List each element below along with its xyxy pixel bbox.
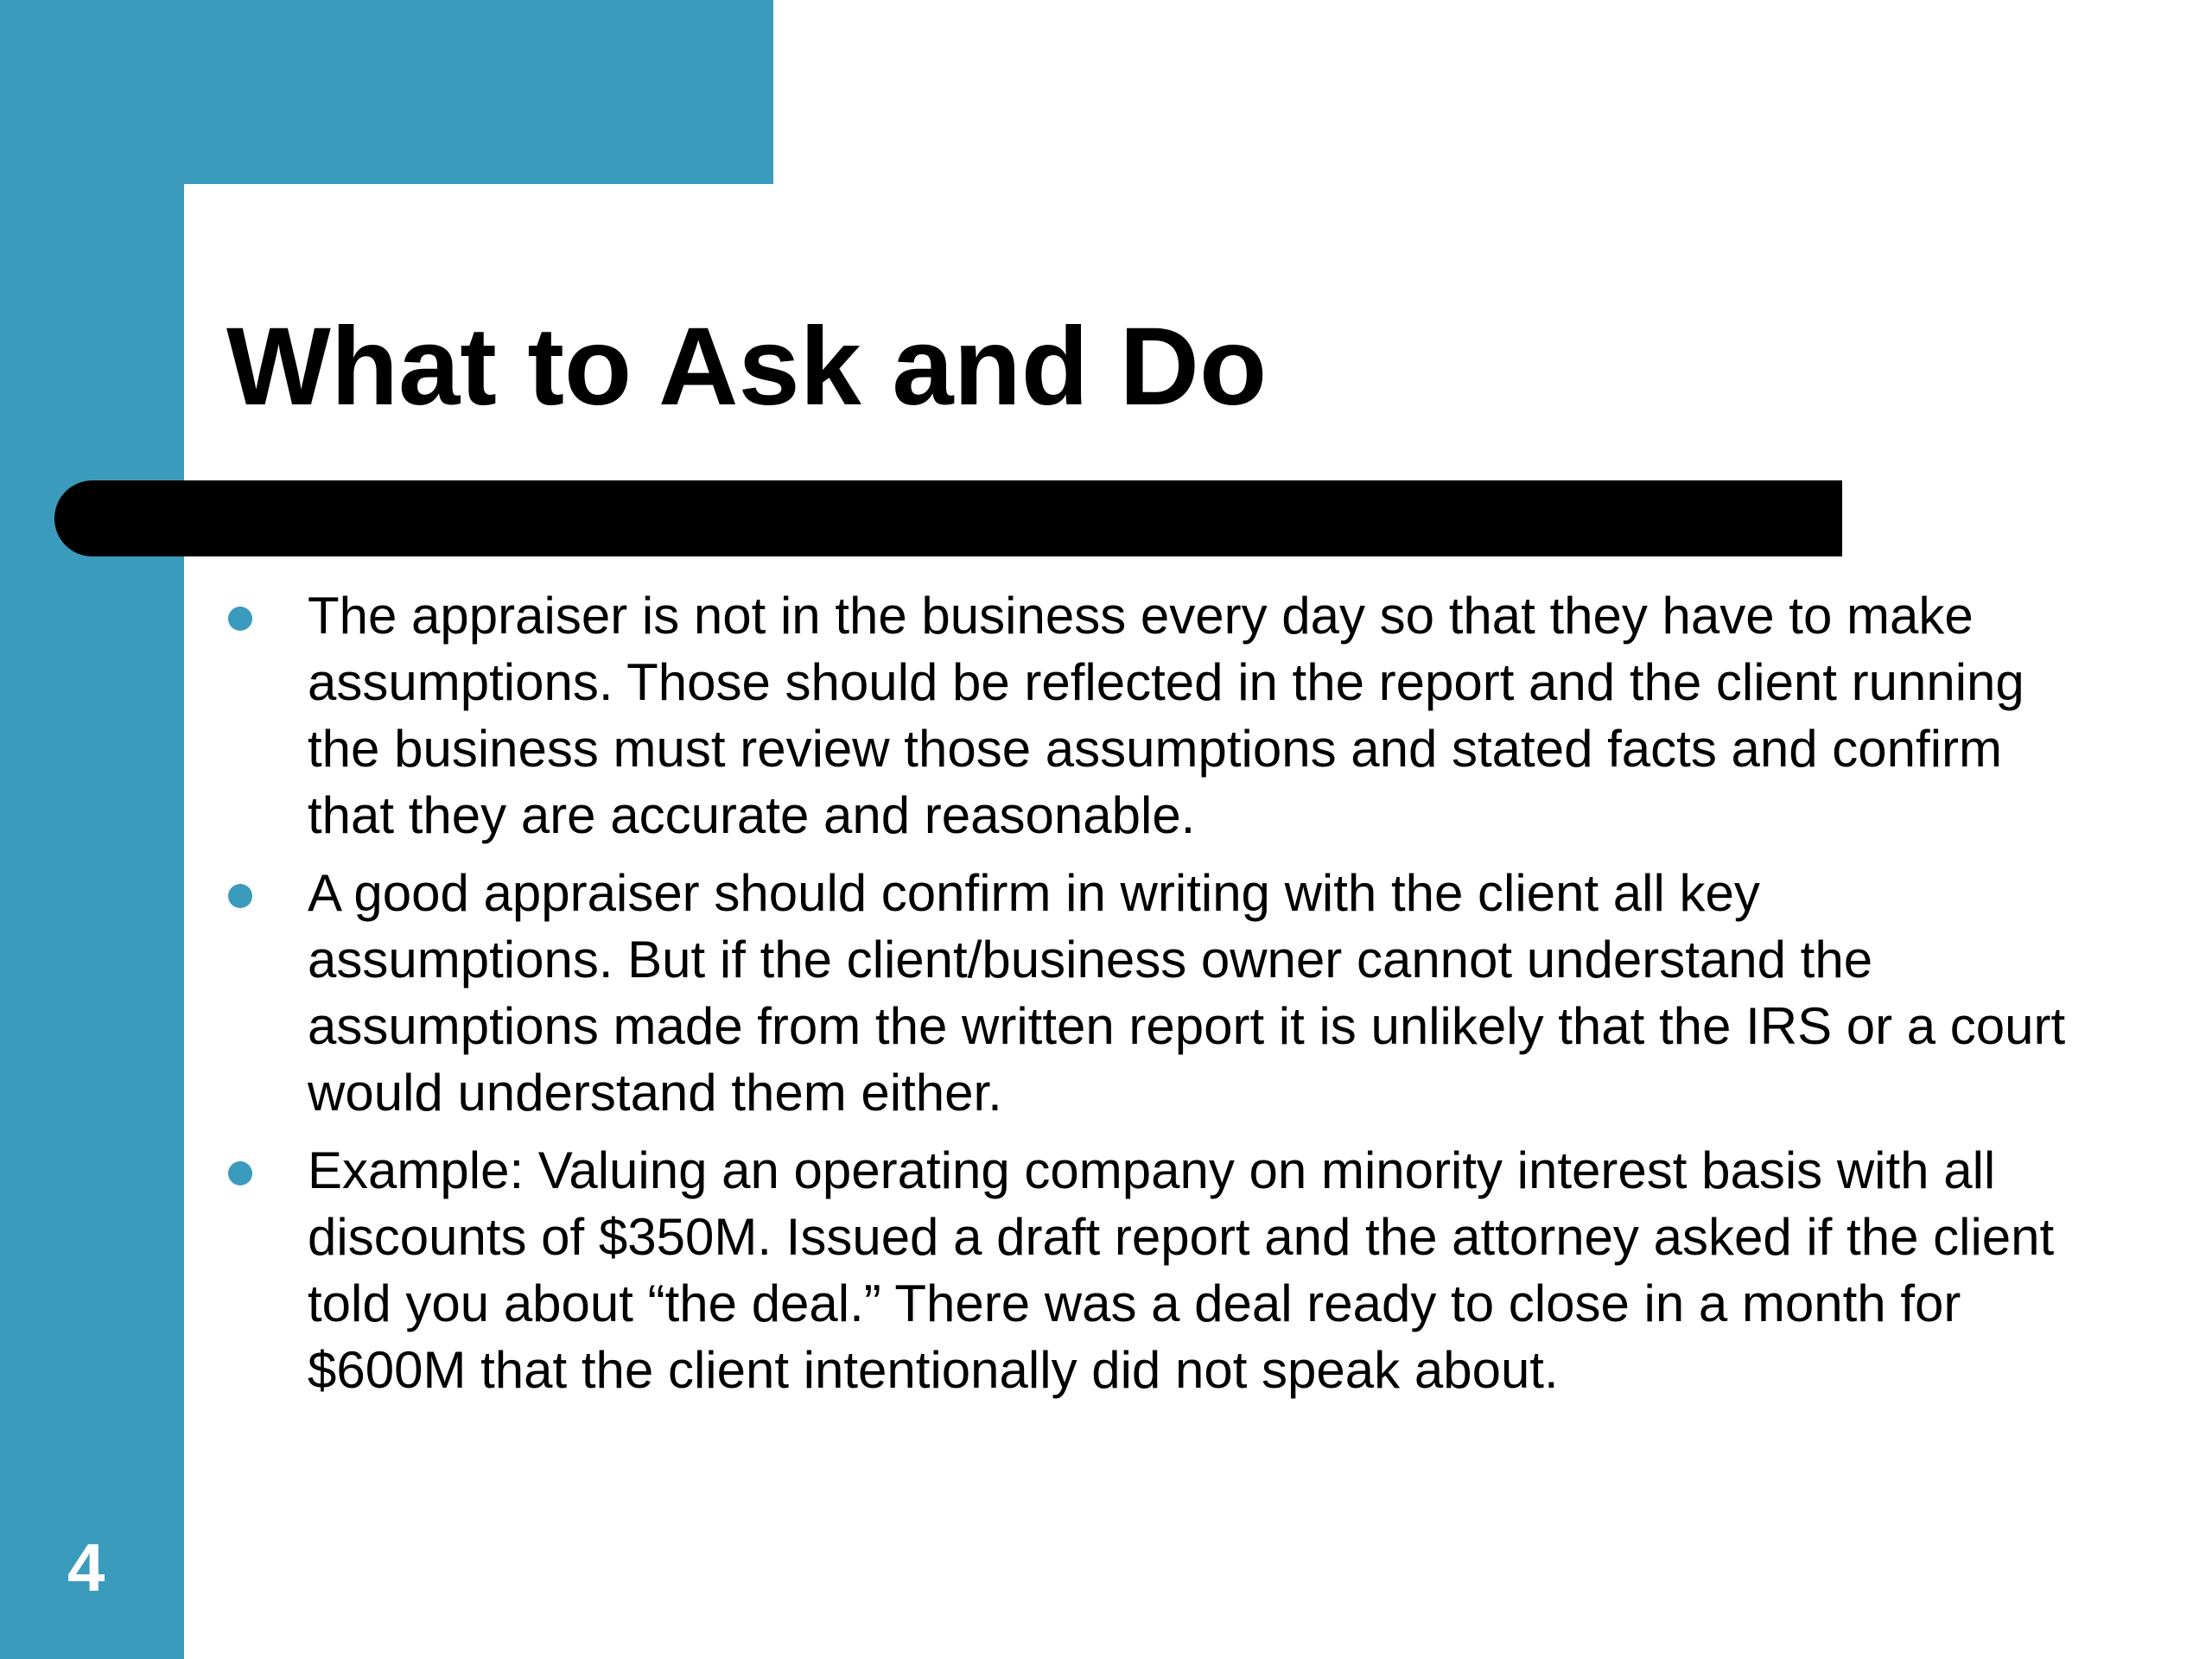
bullet-item (221, 582, 2079, 849)
slide-title: What to Ask and Do (226, 305, 1268, 429)
bullet-text: Example: Valuing an operating company on minority interest basis with all discounts of $350M. Issued a draft report and the attorney asked if the client told you about “the deal.” There was a deal ready to close in a month for $600M that the client intentionally did not speak about. (308, 1141, 2055, 1399)
slide-number: 4 (67, 1529, 105, 1605)
bullet-dot-icon (228, 884, 252, 908)
bullet-dot-icon (228, 607, 252, 631)
bullet-dot-icon (228, 1161, 252, 1185)
title-underline-bar (54, 480, 1842, 556)
bullet-list (221, 582, 2079, 1414)
bullet-item (221, 860, 2079, 1126)
bullet-item (221, 1137, 2079, 1403)
left-accent-band (0, 0, 184, 1659)
bullet-text: A good appraiser should confirm in writing with the client all key assumptions. But if the client/business owner cannot understand the assumptions made from the written report it is unlikely that the IRS or a court would understand them either. (308, 864, 2066, 1122)
bullet-text: The appraiser is not in the business every day so that they have to make assumptions. Those should be reflected in the report and the client running the business must review those assumptions and stated facts and confirm that they are accurate and reasonable. (308, 587, 2024, 844)
top-accent-block (0, 0, 773, 184)
